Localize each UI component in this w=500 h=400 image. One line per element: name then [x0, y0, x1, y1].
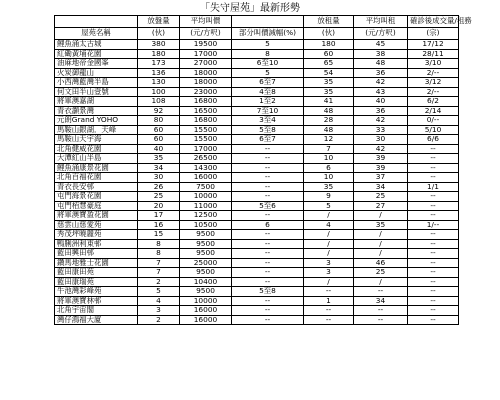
- avg-rent-cell: 42: [354, 78, 408, 88]
- table-row: [55, 239, 459, 249]
- header-avg-rent-unit: (元/方呎): [354, 28, 408, 40]
- header-listings-unit: (伙): [138, 28, 180, 40]
- price-cut-cell: 6至7: [232, 78, 304, 88]
- avg-ask-price-cell: 15500: [180, 125, 232, 135]
- estate-name-cell: 火炭御龍山: [55, 68, 138, 78]
- rental-listings-cell: 35: [304, 182, 354, 192]
- estate-name-cell: 藍田康田苑: [55, 268, 138, 278]
- header-avg-rent-top: 平均叫租: [354, 16, 408, 28]
- avg-ask-price-cell: 16500: [180, 106, 232, 116]
- rental-listings-cell: 65: [304, 59, 354, 69]
- rental-listings-cell: --: [304, 306, 354, 316]
- price-cut-cell: 5至6: [232, 201, 304, 211]
- avg-rent-cell: 40: [354, 97, 408, 107]
- avg-ask-price-cell: 16000: [180, 315, 232, 325]
- avg-ask-price-cell: 9500: [180, 239, 232, 249]
- table-row: [55, 287, 459, 297]
- rental-listings-cell: 5: [304, 201, 354, 211]
- avg-rent-cell: /: [354, 277, 408, 287]
- price-cut-cell: 7至10: [232, 106, 304, 116]
- price-cut-cell: --: [232, 277, 304, 287]
- avg-ask-price-cell: 9500: [180, 249, 232, 259]
- table-row: [55, 163, 459, 173]
- rental-listings-cell: 35: [304, 87, 354, 97]
- price-cut-cell: 5至8: [232, 125, 304, 135]
- transactions-cell: --: [408, 144, 459, 154]
- listings-cell: 100: [138, 87, 180, 97]
- price-cut-cell: --: [232, 163, 304, 173]
- estate-name-cell: 馬鞍山銀湖．天峰: [55, 125, 138, 135]
- listings-cell: 173: [138, 59, 180, 69]
- avg-rent-cell: 42: [354, 116, 408, 126]
- avg-rent-cell: /: [354, 249, 408, 259]
- estate-name-cell: 大潭紅山半島: [55, 154, 138, 164]
- header-transactions-unit: (宗): [408, 28, 459, 40]
- transactions-cell: --: [408, 230, 459, 240]
- rental-listings-cell: 12: [304, 135, 354, 145]
- table-row: [55, 182, 459, 192]
- listings-cell: 15: [138, 230, 180, 240]
- avg-ask-price-cell: 16800: [180, 116, 232, 126]
- table-body: [55, 40, 459, 325]
- rental-listings-cell: 3: [304, 258, 354, 268]
- table-row: [55, 59, 459, 69]
- price-cut-cell: 5: [232, 40, 304, 50]
- estate-name-cell: 北角百福花園: [55, 173, 138, 183]
- listings-cell: 26: [138, 182, 180, 192]
- price-cut-cell: 1至2: [232, 97, 304, 107]
- rental-listings-cell: 1: [304, 296, 354, 306]
- listings-cell: 2: [138, 315, 180, 325]
- transactions-cell: 0/--: [408, 116, 459, 126]
- listings-cell: 35: [138, 154, 180, 164]
- header-listings-top: 放盤量: [138, 16, 180, 28]
- listings-cell: 20: [138, 201, 180, 211]
- table-row: [55, 173, 459, 183]
- listings-cell: 16: [138, 220, 180, 230]
- avg-rent-cell: 27: [354, 201, 408, 211]
- listings-cell: 108: [138, 97, 180, 107]
- estate-name-cell: 灣仔鴻福大廈: [55, 315, 138, 325]
- avg-ask-price-cell: 7500: [180, 182, 232, 192]
- transactions-cell: 28/11: [408, 49, 459, 59]
- avg-rent-cell: --: [354, 287, 408, 297]
- transactions-cell: 1/1: [408, 182, 459, 192]
- rental-listings-cell: 180: [304, 40, 354, 50]
- avg-rent-cell: 43: [354, 87, 408, 97]
- rental-listings-cell: /: [304, 230, 354, 240]
- avg-rent-cell: 34: [354, 182, 408, 192]
- avg-rent-cell: 36: [354, 68, 408, 78]
- avg-rent-cell: /: [354, 239, 408, 249]
- transactions-cell: --: [408, 296, 459, 306]
- table-row: [55, 97, 459, 107]
- avg-ask-price-cell: 17000: [180, 144, 232, 154]
- avg-ask-price-cell: 23000: [180, 87, 232, 97]
- header-price-cut: 部分叫價減幅(%): [232, 28, 304, 40]
- estate-name-cell: 牛池灣彩峰苑: [55, 287, 138, 297]
- avg-ask-price-cell: 11000: [180, 201, 232, 211]
- estate-name-cell: 油麻地帝金國峯: [55, 59, 138, 69]
- price-cut-cell: --: [232, 296, 304, 306]
- estate-name-cell: 屯門海景花園: [55, 192, 138, 202]
- listings-cell: 8: [138, 249, 180, 259]
- price-cut-cell: --: [232, 230, 304, 240]
- table-row: [55, 125, 459, 135]
- estate-name-cell: 將軍澳寶盈花園: [55, 211, 138, 221]
- price-cut-cell: --: [232, 306, 304, 316]
- estate-name-cell: 北角健威花園: [55, 144, 138, 154]
- transactions-cell: --: [408, 268, 459, 278]
- transactions-cell: --: [408, 239, 459, 249]
- header-row-1: [55, 16, 459, 28]
- price-cut-cell: --: [232, 192, 304, 202]
- transactions-cell: 1/--: [408, 220, 459, 230]
- listings-cell: 30: [138, 173, 180, 183]
- listings-cell: 130: [138, 78, 180, 88]
- rental-listings-cell: 35: [304, 78, 354, 88]
- transactions-cell: 6/6: [408, 135, 459, 145]
- table-row: [55, 249, 459, 259]
- price-cut-cell: --: [232, 182, 304, 192]
- header-transactions-top: 確診後成交量/租務: [408, 16, 459, 28]
- avg-rent-cell: 33: [354, 125, 408, 135]
- estate-name-cell: 秀茂坪曉麗苑: [55, 230, 138, 240]
- transactions-cell: --: [408, 306, 459, 316]
- estate-name-cell: 藍田康瑞苑: [55, 277, 138, 287]
- table-row: [55, 40, 459, 50]
- price-cut-cell: --: [232, 249, 304, 259]
- rental-listings-cell: --: [304, 315, 354, 325]
- avg-rent-cell: 48: [354, 59, 408, 69]
- listings-cell: 34: [138, 163, 180, 173]
- avg-rent-cell: 34: [354, 296, 408, 306]
- listings-cell: 25: [138, 192, 180, 202]
- listings-cell: 8: [138, 239, 180, 249]
- avg-ask-price-cell: 18000: [180, 78, 232, 88]
- transactions-cell: 2/--: [408, 68, 459, 78]
- header-avg-ask-price-top: 平均叫價: [180, 16, 232, 28]
- estate-name-cell: 元朗Grand YOHO: [55, 116, 138, 126]
- avg-ask-price-cell: 9500: [180, 230, 232, 240]
- avg-ask-price-cell: 27000: [180, 59, 232, 69]
- table-row: [55, 201, 459, 211]
- estate-name-cell: 北角宇宙閣: [55, 306, 138, 316]
- avg-rent-cell: /: [354, 211, 408, 221]
- avg-rent-cell: /: [354, 230, 408, 240]
- avg-rent-cell: --: [354, 306, 408, 316]
- estate-name-cell: 青衣灝景灣: [55, 106, 138, 116]
- table-row: [55, 116, 459, 126]
- rental-listings-cell: 48: [304, 106, 354, 116]
- avg-ask-price-cell: 25000: [180, 258, 232, 268]
- transactions-cell: --: [408, 211, 459, 221]
- header-rental-listings-top: 放租量: [304, 16, 354, 28]
- transactions-cell: --: [408, 201, 459, 211]
- estate-name-cell: 何文田半山壹號: [55, 87, 138, 97]
- price-cut-cell: --: [232, 154, 304, 164]
- avg-rent-cell: 39: [354, 154, 408, 164]
- rental-listings-cell: 10: [304, 173, 354, 183]
- table-row: [55, 68, 459, 78]
- rental-listings-cell: /: [304, 277, 354, 287]
- rental-listings-cell: /: [304, 249, 354, 259]
- avg-rent-cell: 37: [354, 173, 408, 183]
- avg-rent-cell: 39: [354, 163, 408, 173]
- estate-name-cell: 將軍澳嘉湖: [55, 97, 138, 107]
- table-row: [55, 306, 459, 316]
- avg-rent-cell: 25: [354, 268, 408, 278]
- price-cut-cell: 4至8: [232, 87, 304, 97]
- price-cut-cell: 6至10: [232, 59, 304, 69]
- table-row: [55, 154, 459, 164]
- listings-cell: 380: [138, 40, 180, 50]
- transactions-cell: 2/14: [408, 106, 459, 116]
- transactions-cell: --: [408, 315, 459, 325]
- rental-listings-cell: 7: [304, 144, 354, 154]
- avg-rent-cell: 25: [354, 192, 408, 202]
- transactions-cell: --: [408, 258, 459, 268]
- avg-ask-price-cell: 16000: [180, 173, 232, 183]
- estate-name-cell: 馬鞍山天宇海: [55, 135, 138, 145]
- rental-listings-cell: 41: [304, 97, 354, 107]
- price-cut-cell: --: [232, 144, 304, 154]
- transactions-cell: 5/10: [408, 125, 459, 135]
- table-row: [55, 315, 459, 325]
- price-cut-cell: --: [232, 315, 304, 325]
- price-cut-cell: 5: [232, 68, 304, 78]
- listings-cell: 7: [138, 268, 180, 278]
- estate-name-cell: 小西灣藍灣半島: [55, 78, 138, 88]
- table-row: [55, 87, 459, 97]
- table-row: [55, 296, 459, 306]
- rental-listings-cell: 9: [304, 192, 354, 202]
- transactions-cell: 3/10: [408, 59, 459, 69]
- price-cut-cell: --: [232, 211, 304, 221]
- price-cut-cell: --: [232, 239, 304, 249]
- transactions-cell: --: [408, 249, 459, 259]
- transactions-cell: 6/2: [408, 97, 459, 107]
- price-cut-cell: --: [232, 173, 304, 183]
- avg-ask-price-cell: 10000: [180, 296, 232, 306]
- header-estate-name-top: [55, 16, 138, 28]
- transactions-cell: --: [408, 192, 459, 202]
- table-row: [55, 220, 459, 230]
- price-cut-cell: --: [232, 258, 304, 268]
- listings-cell: 4: [138, 296, 180, 306]
- transactions-cell: --: [408, 154, 459, 164]
- avg-rent-cell: 30: [354, 135, 408, 145]
- avg-rent-cell: 42: [354, 144, 408, 154]
- transactions-cell: --: [408, 287, 459, 297]
- avg-rent-cell: 35: [354, 220, 408, 230]
- transactions-cell: --: [408, 173, 459, 183]
- avg-ask-price-cell: 10400: [180, 277, 232, 287]
- table-row: [55, 211, 459, 221]
- avg-rent-cell: 46: [354, 258, 408, 268]
- listings-cell: 180: [138, 49, 180, 59]
- estate-name-cell: 鴨脷洲利東邨: [55, 239, 138, 249]
- estate-name-cell: 將軍澳寶林邨: [55, 296, 138, 306]
- estate-name-cell: 鑽馬地雅士花園: [55, 258, 138, 268]
- avg-ask-price-cell: 14300: [180, 163, 232, 173]
- listings-cell: 3: [138, 306, 180, 316]
- table-row: [55, 192, 459, 202]
- listings-cell: 80: [138, 116, 180, 126]
- transactions-cell: 17/12: [408, 40, 459, 50]
- avg-rent-cell: 36: [354, 106, 408, 116]
- rental-listings-cell: 10: [304, 154, 354, 164]
- rental-listings-cell: 3: [304, 268, 354, 278]
- rental-listings-cell: 48: [304, 125, 354, 135]
- estate-name-cell: 鯉魚涌康景花園: [55, 163, 138, 173]
- transactions-cell: --: [408, 277, 459, 287]
- transactions-cell: --: [408, 163, 459, 173]
- listings-cell: 60: [138, 125, 180, 135]
- header-rental-listings-unit: (伙): [304, 28, 354, 40]
- rental-listings-cell: 28: [304, 116, 354, 126]
- avg-rent-cell: 45: [354, 40, 408, 50]
- rental-listings-cell: 4: [304, 220, 354, 230]
- avg-ask-price-cell: 16000: [180, 306, 232, 316]
- estate-name-cell: 紅磡黃埔花園: [55, 49, 138, 59]
- header-avg-ask-price-unit: (元/方呎): [180, 28, 232, 40]
- price-cut-cell: 6至7: [232, 135, 304, 145]
- estate-name-cell: 藍田興田邨: [55, 249, 138, 259]
- listings-cell: 60: [138, 135, 180, 145]
- avg-ask-price-cell: 10000: [180, 192, 232, 202]
- header-price-cut-top: [232, 16, 304, 28]
- header-row-2: [55, 28, 459, 40]
- avg-ask-price-cell: 16800: [180, 97, 232, 107]
- avg-ask-price-cell: 9500: [180, 268, 232, 278]
- rental-listings-cell: 54: [304, 68, 354, 78]
- document-title: 「失守屋苑」最新形勢: [200, 3, 300, 14]
- rental-listings-cell: --: [304, 287, 354, 297]
- estate-name-cell: 鯉魚涌太古城: [55, 40, 138, 50]
- table-row: [55, 230, 459, 240]
- avg-rent-cell: --: [354, 315, 408, 325]
- transactions-cell: 3/12: [408, 78, 459, 88]
- avg-ask-price-cell: 9500: [180, 287, 232, 297]
- price-cut-cell: 6: [232, 220, 304, 230]
- table-row: [55, 258, 459, 268]
- table-row: [55, 268, 459, 278]
- property-table: [54, 15, 472, 325]
- listings-cell: 136: [138, 68, 180, 78]
- rental-listings-cell: /: [304, 211, 354, 221]
- table-row: [55, 135, 459, 145]
- rental-listings-cell: 6: [304, 163, 354, 173]
- rental-listings-cell: 60: [304, 49, 354, 59]
- listings-cell: 5: [138, 287, 180, 297]
- table-row: [55, 277, 459, 287]
- rental-listings-cell: /: [304, 239, 354, 249]
- listings-cell: 17: [138, 211, 180, 221]
- estate-name-cell: 屯門栢慧豪庭: [55, 201, 138, 211]
- avg-ask-price-cell: 19500: [180, 40, 232, 50]
- header-estate-name: 屋苑名稱: [55, 28, 138, 40]
- estate-name-cell: 青衣長安邨: [55, 182, 138, 192]
- listings-cell: 40: [138, 144, 180, 154]
- estate-name-cell: 慈雲山慈愛苑: [55, 220, 138, 230]
- avg-ask-price-cell: 26500: [180, 154, 232, 164]
- avg-ask-price-cell: 12500: [180, 211, 232, 221]
- avg-ask-price-cell: 17000: [180, 49, 232, 59]
- table-header: [55, 16, 472, 40]
- table-row: [55, 78, 459, 88]
- avg-rent-cell: 38: [354, 49, 408, 59]
- price-cut-cell: 3至4: [232, 116, 304, 126]
- listings-cell: 7: [138, 258, 180, 268]
- listings-cell: 92: [138, 106, 180, 116]
- price-cut-cell: 5至8: [232, 287, 304, 297]
- avg-ask-price-cell: 10500: [180, 220, 232, 230]
- price-cut-cell: --: [232, 268, 304, 278]
- price-cut-cell: 8: [232, 49, 304, 59]
- avg-ask-price-cell: 15500: [180, 135, 232, 145]
- table-row: [55, 144, 459, 154]
- avg-ask-price-cell: 18000: [180, 68, 232, 78]
- transactions-cell: 2/--: [408, 87, 459, 97]
- listings-cell: 2: [138, 277, 180, 287]
